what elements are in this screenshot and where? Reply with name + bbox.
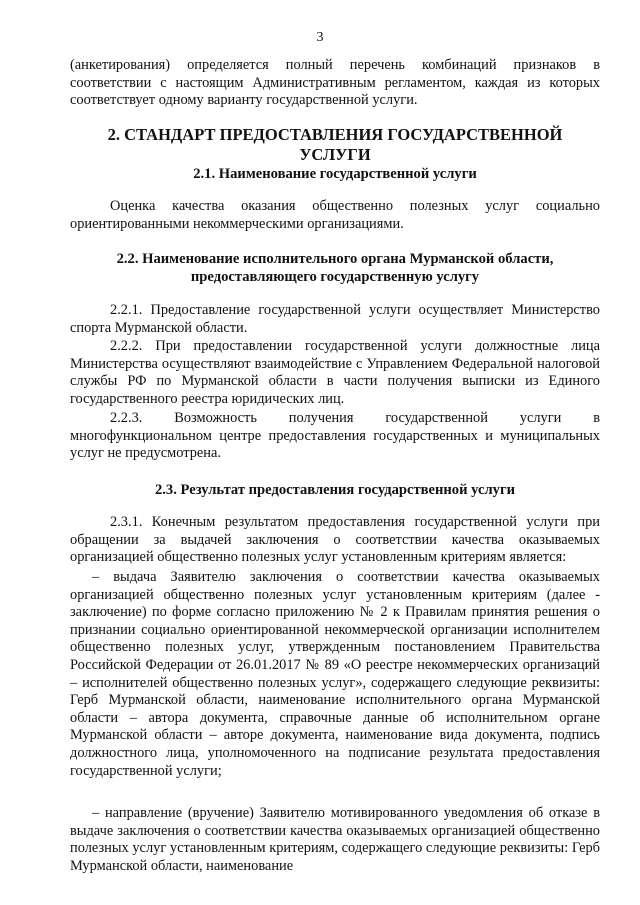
paragraph-2-2-1: 2.2.1. Предоставление государственной услуги осуществляет Министерство спорта Мурманской области. bbox=[70, 302, 600, 336]
section-2-1-title: 2.1. Наименование государственной услуги bbox=[193, 166, 477, 182]
paragraph-result-issue: – выдача Заявителю заключения о соответствии качества оказываемых организацией общественно полезных услуг установленным критериям (далее - заключение) по форме согласно приложению № 2 к Правилам принятия решения о признании социально ориентированной некоммерческой организации исполнителем общественно полезных услуг, утвержденным постановлением Правительства Российской Федерации от 26.01.2017 № 89 «О реестре некоммерческих организаций – исполнителей общественно полезных услуг», содержащего следующие реквизиты: Герб Мурманской области, наименование исполнительного органа Мурманской области – автора документа, справочные данные об исполнительном органе Мурманской области – авторе документа, наименование вида документа, подпись должностного лица, уполномоченного на подписание результата предоставления государственной услуги; bbox=[70, 569, 600, 779]
paragraph-2-2-2: 2.2.2. При предоставлении государственной услуги должностные лица Министерства осуществляют взаимодействие с Управлением Федеральной налоговой службы РФ по Мурманской области в части получения выписки из Единого государственного реестра юридических лиц. bbox=[70, 338, 600, 407]
section-2-title: 2. СТАНДАРТ ПРЕДОСТАВЛЕНИЯ ГОСУДАРСТВЕННОЙ УСЛУГИ bbox=[107, 125, 563, 164]
section-2-1-text: Оценка качества оказания общественно полезных услуг социально ориентированными некоммерческими организациями. bbox=[70, 198, 600, 232]
paragraph-2-2-3: 2.2.3. Возможность получения государственной услуги в многофункциональном центре предоставления государственных и муниципальных услуг не предусмотрена. bbox=[70, 410, 600, 462]
section-2-2-title-line1: 2.2. Наименование исполнительного органа Мурманской области, bbox=[116, 251, 554, 267]
paragraph-result-refusal: – направление (вручение) Заявителю мотивированного уведомления об отказе в выдаче заключения о соответствии качества оказываемых организацией общественно полезных услуг установленным критериям, содержащего следующие реквизиты: Герб Мурманской области, наименование bbox=[70, 805, 600, 874]
page-number: 3 bbox=[316, 30, 324, 45]
section-2-3-title: 2.3. Результат предоставления государственной услуги bbox=[154, 482, 516, 498]
paragraph-2-3-1: 2.3.1. Конечным результатом предоставления государственной услуги при обращении за выдачей заключения о соответствии качества оказываемых организацией общественно полезных услуг установленным критериям является: bbox=[70, 514, 600, 566]
intro-paragraph: (анкетирования) определяется полный перечень комбинаций признаков в соответствии с настоящим Административным регламентом, каждая из которых соответствует одному варианту государственной услуги. bbox=[70, 57, 600, 109]
section-2-2-title-line2: предоставляющего государственную услугу bbox=[190, 269, 480, 285]
